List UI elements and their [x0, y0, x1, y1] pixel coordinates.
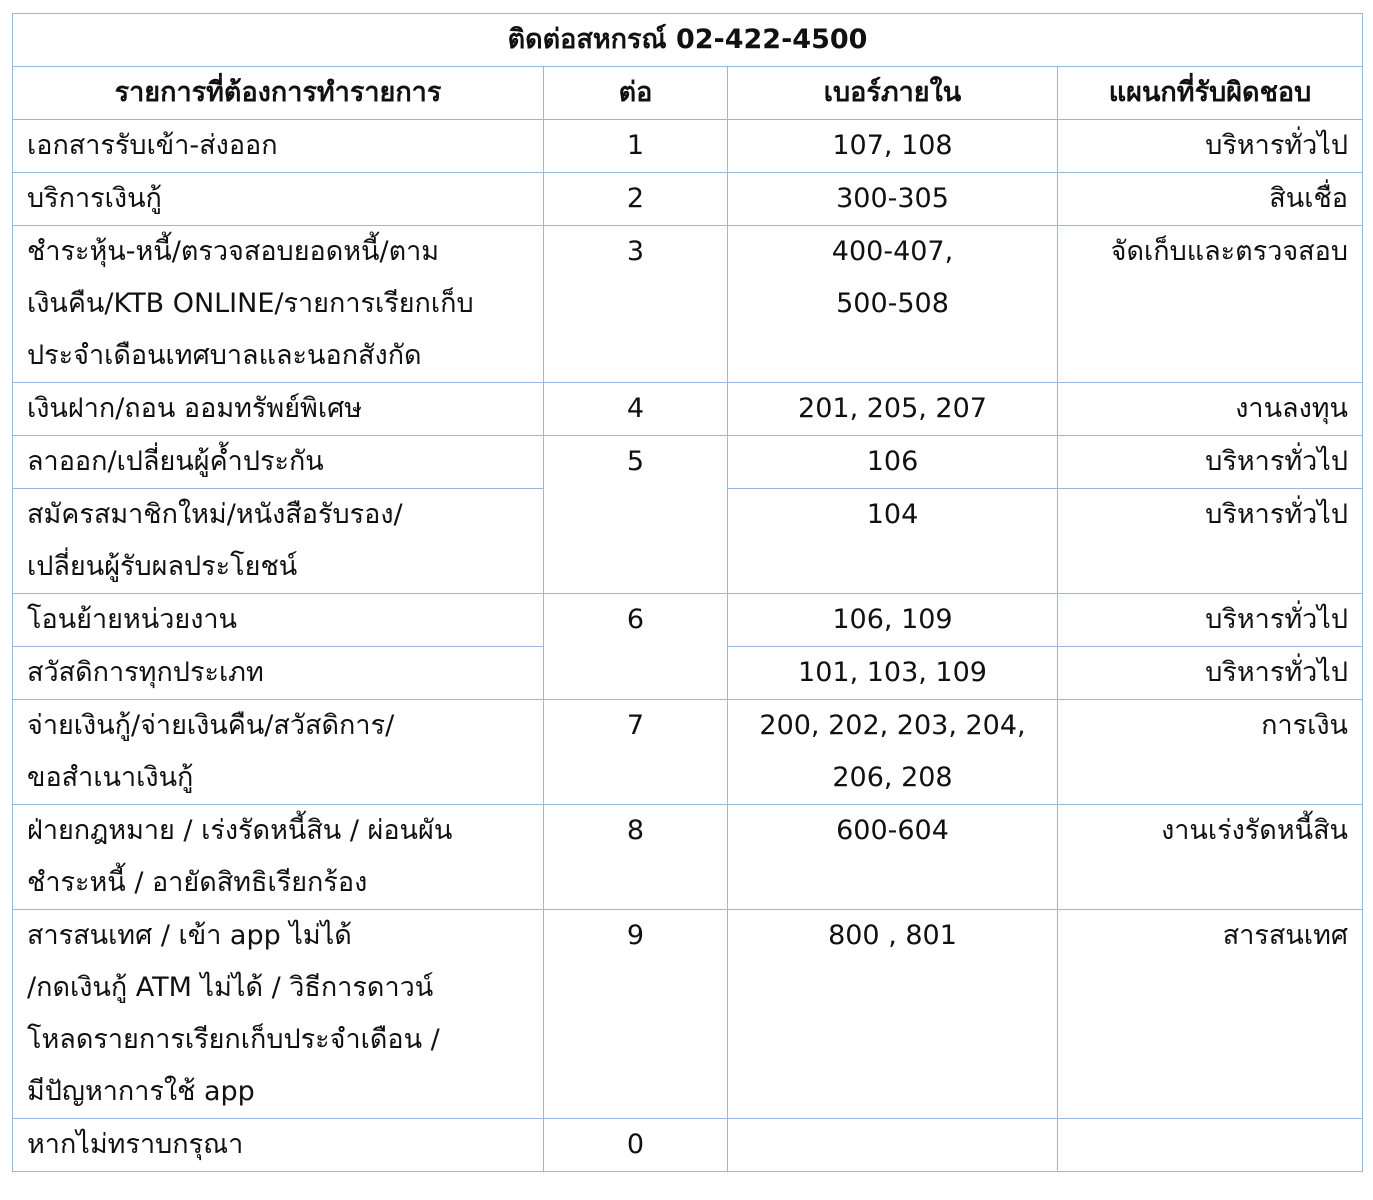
table-row	[13, 910, 1363, 1119]
row-topic-line: ลาออก/เปลี่ยนผู้ค้ำประกัน	[27, 446, 324, 477]
row-ext: 9	[544, 910, 728, 1119]
row-ext: 6	[544, 594, 728, 700]
table-row	[13, 226, 1363, 383]
row-topic	[13, 226, 544, 383]
row-topic-line: บริการเงินกู้	[27, 183, 162, 214]
header-topic: รายการที่ต้องการทำรายการ	[13, 67, 544, 120]
row-topic	[13, 700, 544, 805]
row-dept: บริหารทั่วไป	[1058, 120, 1363, 173]
row-topic	[13, 489, 544, 594]
row-ext: 8	[544, 805, 728, 910]
row-dept: สารสนเทศ	[1058, 910, 1363, 1119]
row-number	[728, 436, 1058, 489]
row-topic-line: จ่ายเงินกู้/จ่ายเงินคืน/สวัสดิการ/	[27, 710, 395, 741]
row-topic	[13, 1119, 544, 1172]
row-dept	[1058, 1119, 1363, 1172]
row-topic	[13, 647, 544, 700]
row-number-line: 206, 208	[832, 762, 953, 793]
row-topic	[13, 173, 544, 226]
row-number-line: 500-508	[836, 288, 949, 319]
row-topic-line: ฝ่ายกฎหมาย / เร่งรัดหนี้สิน / ผ่อนผัน	[27, 815, 453, 846]
row-number	[728, 226, 1058, 383]
row-dept: บริหารทั่วไป	[1058, 647, 1363, 700]
row-ext: 1	[544, 120, 728, 173]
row-dept: งานลงทุน	[1058, 383, 1363, 436]
row-topic	[13, 805, 544, 910]
row-number	[728, 594, 1058, 647]
table-row	[13, 120, 1363, 173]
row-topic-line: เงินฝาก/ถอน ออมทรัพย์พิเศษ	[27, 393, 363, 424]
table-row	[13, 1119, 1363, 1172]
row-number-line: 106	[866, 446, 919, 477]
row-ext: 2	[544, 173, 728, 226]
row-number-line: 400-407,	[831, 236, 954, 267]
table-row	[13, 383, 1363, 436]
table-title: ติดต่อสหกรณ์ 02-422-4500	[13, 14, 1363, 67]
row-topic	[13, 436, 544, 489]
row-topic-line: ชำระหนี้ / อายัดสิทธิเรียกร้อง	[27, 867, 368, 898]
row-number-line: 300-305	[836, 183, 949, 214]
row-ext: 7	[544, 700, 728, 805]
row-number-line: 200, 202, 203, 204,	[759, 710, 1026, 741]
title-row	[13, 14, 1363, 67]
contact-table	[12, 13, 1363, 1172]
row-number	[728, 489, 1058, 594]
row-topic	[13, 383, 544, 436]
row-number	[728, 173, 1058, 226]
row-dept: บริหารทั่วไป	[1058, 436, 1363, 489]
row-dept: บริหารทั่วไป	[1058, 489, 1363, 594]
row-ext: 4	[544, 383, 728, 436]
row-number-line: 106, 109	[832, 604, 953, 635]
row-dept: จัดเก็บและตรวจสอบ	[1058, 226, 1363, 383]
row-number	[728, 1119, 1058, 1172]
row-topic-line: ประจำเดือนเทศบาลและนอกสังกัด	[27, 340, 422, 371]
header-ext: ต่อ	[544, 67, 728, 120]
row-topic-line: มีปัญหาการใช้ app	[27, 1076, 255, 1107]
header-row	[13, 67, 1363, 120]
row-number-line: 600-604	[836, 815, 949, 846]
row-number-line: 101, 103, 109	[798, 657, 987, 688]
row-ext: 3	[544, 226, 728, 383]
row-topic-line: สารสนเทศ / เข้า app ไม่ได้	[27, 920, 352, 951]
row-number-line: 800 , 801	[828, 920, 957, 951]
row-number	[728, 700, 1058, 805]
row-dept: สินเชื่อ	[1058, 173, 1363, 226]
row-topic-line: สมัครสมาชิกใหม่/หนังสือรับรอง/	[27, 499, 403, 530]
row-number	[728, 383, 1058, 436]
row-topic-line: ขอสำเนาเงินกู้	[27, 762, 194, 793]
row-topic	[13, 120, 544, 173]
table-row	[13, 173, 1363, 226]
row-topic-line: โหลดรายการเรียกเก็บประจำเดือน /	[27, 1024, 440, 1055]
table-row	[13, 805, 1363, 910]
row-dept: งานเร่งรัดหนี้สิน	[1058, 805, 1363, 910]
row-number-line: 107, 108	[832, 130, 953, 161]
row-topic-line: โอนย้ายหน่วยงาน	[27, 604, 238, 635]
row-number	[728, 805, 1058, 910]
table-row	[13, 700, 1363, 805]
row-topic-line: /กดเงินกู้ ATM ไม่ได้ / วิธีการดาวน์	[27, 972, 434, 1003]
row-topic-line: สวัสดิการทุกประเภท	[27, 657, 264, 688]
row-ext: 0	[544, 1119, 728, 1172]
row-ext: 5	[544, 436, 728, 594]
row-topic-line: ชำระหุ้น-หนี้/ตรวจสอบยอดหนี้/ตาม	[27, 236, 440, 267]
row-topic-line: เอกสารรับเข้า-ส่งออก	[27, 130, 278, 161]
row-topic-line: เงินคืน/KTB ONLINE/รายการเรียกเก็บ	[27, 288, 474, 319]
row-dept: บริหารทั่วไป	[1058, 594, 1363, 647]
row-number	[728, 647, 1058, 700]
row-topic	[13, 594, 544, 647]
row-topic	[13, 910, 544, 1119]
header-dept: แผนกที่รับผิดชอบ	[1058, 67, 1363, 120]
row-topic-line: หากไม่ทราบกรุณา	[27, 1129, 244, 1160]
row-number	[728, 120, 1058, 173]
table-row	[13, 436, 1363, 489]
row-number	[728, 910, 1058, 1119]
row-number-line: 201, 205, 207	[798, 393, 987, 424]
row-dept: การเงิน	[1058, 700, 1363, 805]
header-number: เบอร์ภายใน	[728, 67, 1058, 120]
row-number-line: 104	[866, 499, 919, 530]
row-topic-line: เปลี่ยนผู้รับผลประโยชน์	[27, 551, 298, 582]
table-row	[13, 594, 1363, 647]
